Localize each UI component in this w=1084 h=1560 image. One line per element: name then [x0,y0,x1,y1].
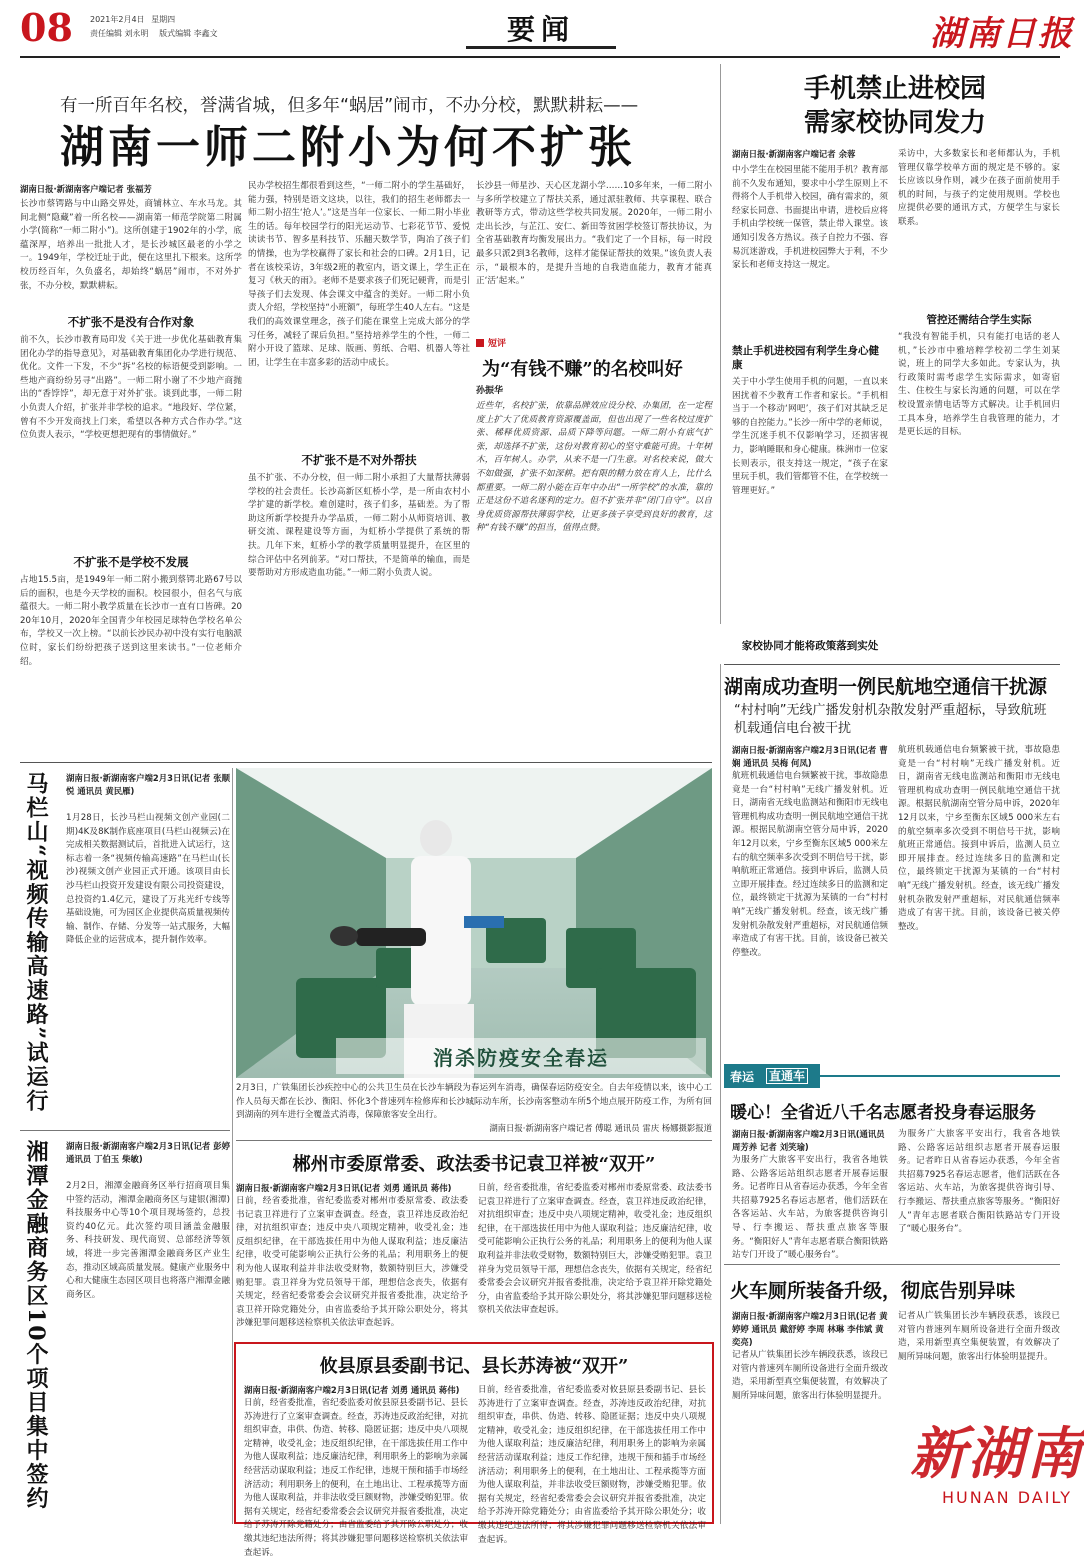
youxian-box [234,1342,714,1558]
spring-byline-1: 湖南日报·新湖南客户端2月3日讯(通讯员 周芳养 记者 刘笑瑜) [732,1129,885,1152]
chenzhou-title: 郴州市委原常委、政法委书记袁卫祥被“双开” [292,1154,656,1175]
lead-column-2-text-b: 虽不扩张、不办分校，但一师二附小承担了大量帮扶薄弱学校的社会责任。长沙高新区虹桥小学，是一所由农村小学扩建的新学校。难创建时，孩子们多，基础差。为了帮助这所新学校提升办学品质，一师二附小从师资培训、教研交流、课程建设等方面，为虹桥小学提供了系统的帮扶。几年下来，虹桥小学的教学质量明显提升，在区里的综合评估中名列前茅。“对口帮扶，不是简单的输血，而是要帮助对方形成造血功能。”一师二附小负责人说。 [248,473,470,579]
page-number: 08 [20,5,73,50]
right-feature-p4: “我没有智能手机，只有能打电话的老人机，”长沙市中雅培粹学校初二学生刘某说，班上的同学大多如此。专家认为，执行政策时需考虑学生实际需求，如寄宿生、住校生与家长沟通的问题，可以在学校设置亲情电话等方式解决。让手机回归工具本身，培养学生自我管理的能力，才是更长远的目标。 [898,332,1060,438]
lead-column-1 [20,198,242,758]
spring-title-2: 火车厕所装备升级，彻底告别异味 [730,1280,1016,1302]
spring-story-1-column-b [898,1128,1060,1248]
editor: 责任编辑 刘永明 [90,29,149,38]
divider-spring [724,1264,1060,1265]
masthead [0,0,1080,62]
chenzhou-text-continued: 日前，经省委批准，省纪委监委对郴州市委原常委、政法委书记袁卫祥进行了立案审查调查。经查，袁卫祥违反政治纪律，对抗组织审查；违反中央八项规定精神，收受礼金；违反组织纪律，在干部选拔任用中为他人谋取利益；违反廉洁纪律，收受可能影响公正执行公务的礼品；利用职务上的便利为他人谋取利益并非法收受财物，数额特别巨大，涉嫌受贿犯罪。袁卫祥身为党员领导干部，理想信念丧失，依据有关规定，经省纪委常委会会议研究并报省委批准，决定给予袁卫祥开除党籍处分，由省监委给予其开除公职处分，将其涉嫌犯罪问题移送检察机关依法审查起诉。 [478,1183,712,1316]
spring-tag2-label: 直通车 [766,1068,808,1084]
spring-story-2-column-a [732,1310,888,1520]
commentary-author: 孙振华 [476,386,504,396]
lead-subhead-2: 不扩张不是学校不发展 [73,555,189,569]
right-feature-title-line2: 需家校协同发力 [803,108,986,138]
issue-date [90,14,175,25]
left-story-mashan-title: 马栏山“视频传输高速路”试运行 [23,772,49,1114]
divider-lead-bottom [20,762,712,763]
lead-intro: 长沙市蔡锷路与中山路交界处，商铺林立、车水马龙。其间北侧“隐藏”着一所名校——湖南第一师范学院第二附属小学(简称“一师二附小”)。这所创建于1902年的小学，底蕴深厚，培养出一批批人才，是长沙城区最老的小学之一。1949年，学校迁址于此，便在这里扎下根来。这所学校历经百年，久负盛名，却始终“蜗居”闹市，不对外扩张，不办分校，默默耕耘。 [20,199,242,291]
photo-overlay-title: 消杀防疫安全春运 [433,1046,609,1070]
right-feature-title-line1: 手机禁止进校园 [803,74,986,104]
right-feature-sub2: 家校协同才能将政策落到实处 [741,640,879,652]
watermark-logo: 新湖南 [910,1421,1084,1487]
chenzhou-byline: 湖南日报·新湖南客户端2月3日讯(记者 刘勇 通讯员 蒋伟) [236,1183,452,1193]
youxian-column-a [244,1384,468,1558]
spring-text-1-continued: 为服务广大旅客平安出行，我省各地铁路、公路客运站组织志愿者开展春运服务。记者昨日从省春运办获悉，今年全省共招募7925名春运志愿者，他们活跃在各客运站、火车站，为旅客提供咨询引导、行李搬运、帮扶重点旅客等服务。“衡阳好人”青年志愿者联合衡阳铁路站专门开设了“暖心服务台”。 [898,1129,1060,1235]
lead-column-2 [248,180,470,758]
commentary-tag-label: 短评 [488,339,507,349]
divider-left-mid [20,1130,230,1131]
date: 2021年2月4日 [90,15,145,24]
youxian-title: 攸县原县委副书记、县长苏涛被“双开” [319,1356,629,1377]
left-story-xiangtan-byline: 湖南日报·新湖南客户端2月3日讯(记者 彭婷 通讯员 丁伯玉 柴敏) [66,1141,230,1164]
spring-banner-rule [820,1075,1060,1077]
left-story-xiangtan-title: 湘潭金融商务区10个项目集中签约 [23,1140,49,1511]
aviation-title: 湖南成功查明一例民航地空通信干扰源 [724,676,1048,698]
spring-text-1: 为服务广大旅客平安出行，我省各地铁路、公路客运站组织志愿者开展春运服务。记者昨日从省春运办获悉，今年全省共招募7925名春运志愿者，他们活跃在各客运站、火车站，为旅客提供咨询引导、行李搬运、帮扶重点旅客等服务。“衡阳好人”青年志愿者联合衡阳铁路站专门开设了“暖心服务台”。 [732,1155,888,1261]
photo-caption: 2月3日，广铁集团长沙疾控中心的公共卫生员在长沙车辆段为春运列车消毒，确保春运防疫安全。自去年疫情以来，该中心工作人员每天都在长沙、衡阳、怀化3个普速列车检修库和长沙城际动车所，长沙南客整动车所5个地点展开防疫工作，为所有回到湖南的列车进行全覆盖式消毒，保障旅客安全出行。 [236,1083,712,1121]
aviation-text-continued: 航班机载通信电台频繁被干扰，事故隐患竟是一台“村村响”无线广播发射机。近日，湖南省无线电监测站和衡阳市无线电管理机构成功查明一例民航地空通信干扰源。根据民航湖南空管分局申诉，2020年12月以来，宁乡至衡东区域5 000米左右的航空频率多次受到不明信号干扰，影响航班正常通信。接到申诉后，监测人员立即开展排查。经过连续多日的监测和定位，最终锁定干扰源为某镇的一台“村村响”无线广播发射机。经查，该无线广播发射机杂散发射严重超标，对民航通信频率造成了有害干扰。目前，该设备已被关停整改。 [898,745,1060,932]
divider-lower-right [720,664,721,1524]
chenzhou-text: 日前，经省委批准，省纪委监委对郴州市委原常委、政法委书记袁卫祥进行了立案审查调查。经查，袁卫祥违反政治纪律，对抗组织审查；违反中央八项规定精神，收受礼金；违反组织纪律，在干部选拔任用中为他人谋取利益；违反廉洁纪律，收受可能影响公正执行公务的礼品；利用职务上的便利为他人谋取利益并非法收受财物，数额特别巨大，涉嫌受贿犯罪。袁卫祥身为党员领导干部，理想信念丧失，依据有关规定，经省纪委常委会会议研究并报省委批准，决定给予袁卫祥开除党籍处分，由省监委给予其开除公职处分，将其涉嫌犯罪问题移送检察机关依法审查起诉。 [236,1196,468,1329]
chenzhou-column-a [236,1182,468,1332]
youxian-text-continued: 日前，经省委批准，省纪委监委对攸县原县委副书记、县长苏涛进行了立案审查调查。经查，苏涛违反政治纪律，对抗组织审查，串供、伪造、转移、隐匿证据；违反中央八项规定精神，收受礼金；违反组织纪律，在干部选拔任用工作中为他人谋取利益；违反廉洁纪律，利用职务上的影响为亲属经营活动谋取利益；违反工作纪律，违规干预和插手市场经济活动；利用职务上的便利，在土地出让、工程承揽等方面为他人谋取利益，并非法收受巨额财物，涉嫌受贿犯罪。依据有关规定，经省纪委常委会会议研究并报省委批准，决定给予苏涛开除党籍处分；由省监委给予其开除公职处分；收缴其违纪违法所得；将其涉嫌犯罪问题移送检察机关依法审查起诉。 [478,1385,706,1545]
spring-travel-banner [724,1064,1060,1088]
watermark-logo-en: HUNAN DAILY [942,1488,1072,1507]
commentary-tag-marker [476,339,484,347]
divider-photo-bottom [236,1140,712,1141]
commentary-title: 为“有钱不赚”的名校叫好 [482,359,683,380]
divider-right-aviation [724,664,1060,665]
right-feature-sub1: 禁止手机进校园有利学生身心健康 [732,345,879,371]
right-feature-p1: 中小学生在校园里能不能用手机？教育部前不久发布通知，要求中小学生原则上不得将个人手机带入校园，确有需求的，须经家长同意、书面提出申请，进校后应将手机由学校统一保管，禁止带入课堂。该通知引发各方热议。孩子自控力不强、容易沉迷游戏，手机进校园弊大于利，不少家长和老师支持这一规定。 [732,165,888,271]
aviation-column-a [732,744,888,1056]
left-story-xiangtan [20,1136,230,1522]
left-story-mashan-byline: 湖南日报·新湖南客户端2月3日讯(记者 张顺悦 通讯员 黄民雁) [66,773,230,796]
left-story-mashan [20,768,230,1126]
lead-column-2-text: 民办学校招生都很看到这些，“一师二附小的学生基础好，能力强，特别是语文这块，以往，我们的招生老师都去一师二附小招生‘抢人’。”这是当年一位家长、一师二附小毕业生的话。每年校园学行的阳光运动节、七彩花节节、爱悦读读书节、智多星科技节、乐翻天数学节，陶冶了孩子们的情操，也为学校赢得了家长和社会的口碑。2月1日，记者在该校采访，3年级2班的教室内，语文课上，学生正在复习《秋天的雨》。老师不是要求孩子们死记硬背，而是引导孩子们去发现、体会课文中蕴含的美好。一师二附小负责人介绍，学校坚持“小班额”，每班学生40人左右。“这是我们的高效课堂理念，孩子们能在课堂上完成大部分的学习任务，减轻了课后负担。”坚持培养学生的个性，一师二附小开设了篮球、足球、版画、剪纸、合唱、机器人等社团，让学生在丰富多彩的活动中成长。 [248,181,470,368]
right-feature-byline: 湖南日报·新湖南客户端记者 余蓉 [732,149,856,159]
right-feature-column-b [898,148,1060,634]
commentary-text: 近些年，名校扩张，依靠品牌效应设分校、办集团，在一定程度上扩大了优质教育资源覆盖面，但也出现了一些名校过度扩张、稀释优质资源、品质下降等问题。一师二附小有底气扩张，却选择不扩张，这份对教育初心的坚守难能可贵。十年树木，百年树人。办学，从来不是一门生意。对名校来说，做大不如做强，扩张不如深耕。把有限的精力放在育人上，比什么都重要。一师二附小能在百年中办出“一所学校”的水准，靠的正是这份不追名逐利的定力。但不扩张并非“闭门自守”。以自身优质资源帮扶薄弱学校，让更多孩子享受到良好的教育，这种“有钱不赚”的担当，值得点赞。 [476,401,712,534]
lead-paragraph-2: 占地15.5亩，是1949年一师二附小搬到蔡锷北路67号以后的面积，也是今天学校的面积。校园很小，但名气与底蕴很大。一师二附小教学质量在长沙市一直有口皆碑。2020年10月，2020年全国青少年校园足球特色学校名单公布，学校又一次上榜。“以前长沙民办初中没有实行电脑派位时，家长们纷纷把孩子送到这里来读书。”一位老师介绍。 [20,575,242,667]
right-feature-p2: 关于中小学生使用手机的问题，一直以来困扰着不少教育工作者和家长。“手机相当于一个移动‘网吧’，孩子们对其缺乏足够的自控能力。”长沙一所中学的老师说，学生沉迷手机不仅影响学习，还损害视力，影响睡眠和身心健康。株洲市一位家长则表示，很支持这一规定，“孩子在家里玩手机，我们管都管不住，在学校统一管理更好。” [732,377,888,496]
commentary-tag [476,336,712,349]
spring-tag-label: 春运 [730,1070,755,1084]
spring-story-1-column-a [732,1128,888,1261]
weekday: 星期四 [151,15,176,24]
aviation-column-b [898,744,1060,1056]
masthead-rule [20,56,1060,58]
lead-column-3 [476,180,712,758]
divider-left-stories [232,768,233,1524]
designer: 版式编辑 李鑫文 [159,29,218,38]
spring-title-1: 暖心！全省近八千名志愿者投身春运服务 [730,1103,1036,1123]
lead-paragraph-1: 前不久，长沙市教育局印发《关于进一步优化基础教育集团化办学的指导意见》，对基础教育集团化办学进行规范、优化。文件一下发，不少“拆”名校的标语便受到影响。一些地产商纷纷另寻“出路”。一师二附小谢了不少地产商抛出的“香饽饽”，却无意于对外扩张。谈到此事，一师二附小负责人介绍，扩张并非学校的追求。“地段好、学位紧，曾有不少开发商找上门来，希望以各种方式合作办学。”这位负责人表示，“学校更想把现有的事情做好。” [20,335,242,441]
youxian-text: 日前，经省委批准，省纪委监委对攸县原县委副书记、县长苏涛进行了立案审查调查。经查，苏涛违反政治纪律，对抗组织审查，串供、伪造、转移、隐匿证据；违反中央八项规定精神，收受礼金；违反组织纪律，在干部选拔任用工作中为他人谋取利益；违反廉洁纪律，利用职务上的影响为亲属经营活动谋取利益；违反工作纪律，违规干预和插手市场经济活动；利用职务上的便利，在土地出让、工程承揽等方面为他人谋取利益，并非法收受巨额财物，涉嫌受贿犯罪。依据有关规定，经省纪委常委会会议研究并报省委批准，决定给予苏涛开除党籍处分；由省监委给予其开除公职处分；收缴其违纪违法所得；将其涉嫌犯罪问题移送检察机关依法审查起诉。 [244,1398,468,1558]
commentary-box [476,336,712,750]
train-carriage-photo [236,768,712,1078]
spring-story-2-column-b [898,1310,1060,1402]
aviation-byline: 湖南日报·新湖南客户端2月3日讯(记者 曹娴 通讯员 吴梅 何凤) [732,745,888,768]
lead-title: 湖南一师二附小为何不扩张 [60,122,636,173]
spring-byline-2: 湖南日报·新湖南客户端2月3日讯(记者 黄婷婷 通讯员 戴舒婷 李周 林琳 李伟斌 黄奕亮) [732,1311,888,1347]
left-story-mashan-text: 1月28日，长沙马栏山视频文创产业园(二期)4K及8K制作底座项目(马栏山视频云)在完成相关数据测试后，首批进入试运行，这标志着一条“视频传输高速路”在马栏山(长沙)视频文创产业园正式开通。该项目由长沙马栏山投资开发建设有限公司投资建设，总投资约1.4亿元，建设了万兆光纤专线等基础设施，可为园区企业提供高质量视频传输、制作、存储、分发等一站式服务，大幅降低企业的运营成本，提升制作效率。 [66,813,230,946]
divider-right-column [720,64,721,624]
right-feature-title [730,72,1060,140]
left-story-xiangtan-text: 2月2日，湘潭金融商务区举行招商项目集中签约活动，湘潭金融商务区与建银(湘潭)科技服务中心等10个项目现场签约，总投资约40亿元。此次签约项目涵盖金融服务、科技研发、现代商贸、总部经济等领域，将进一步完善湘潭金融商务区产业生态，推动区域高质量发展。健康产业服务中心和大健康生态园区项目也将落户湘潭金融商务区。 [66,1181,230,1300]
spring-text-2-continued: 记者从广铁集团长沙车辆段获悉，该段已对管内普速列车厕所设备进行全面升级改造，采用新型真空集便装置，有效解决了厕所异味问题，旅客出行体验明显提升。 [898,1311,1060,1362]
section-label-box [466,4,616,54]
chenzhou-column-b [478,1182,712,1332]
right-feature-column-a [732,164,888,634]
lead-subhead-1: 不扩张不是没有合作对象 [67,315,195,329]
aviation-text: 航班机载通信电台频繁被干扰，事故隐患竟是一台“村村响”无线广播发射机。近日，湖南省无线电监测站和衡阳市无线电管理机构成功查明一例民航地空通信干扰源。根据民航湖南空管分局申诉，2020年12月以来，宁乡至衡东区域5 000米左右的航空频率多次受到不明信号干扰，影响航班正常通信。接到申诉后，监测人员立即开展排查。经过连续多日的监测和定位，最终锁定干扰源为某镇的一台“村村响”无线广播发射机。经查，该无线广播发射机杂散发射严重超标，对民航通信频率造成了有害干扰。目前，该设备已被关停整改。 [732,771,888,958]
photo-credit: 湖南日报·新湖南客户端记者 傅聪 通讯员 雷庆 杨娜摄影报道 [489,1123,712,1133]
lead-byline: 湖南日报·新湖南客户端记者 张福芳 [20,184,152,194]
youxian-byline: 湖南日报·新湖南客户端2月3日讯(记者 刘勇 通讯员 蒋伟) [244,1385,460,1395]
editor-credits [90,28,218,39]
lead-kicker: 有一所百年名校，誉满省城，但多年“蜗居”闹市，不办分校，默默耕耘—— [60,96,639,116]
lead-column-3-text: 长沙县一师星沙、天心区龙湖小学……10多年来，一师二附小与多所学校建立了帮扶关系，通过派驻教师、共享课程、联合教研等方式，带动这些学校共同发展。2020年，一师二附小走出长沙，与芷江、安仁、新田等贫困学校签订帮扶协议，为全省基础教育均衡发展出力。“我们定了一个目标，每一时段最多只派2到3名教师，这样才能保证帮扶的效果。”该负责人表示，“最根本的，是提升当地的自我造血能力，教育才能真正‘活’起来。” [476,181,712,287]
photo-disinfection [236,768,712,1078]
right-feature-sub3: 管控还需结合学生实际 [926,314,1032,326]
lead-subhead-3: 不扩张不是不对外帮扶 [301,453,417,467]
section-name: 要闻 [506,13,575,46]
aviation-subtitle: “村村响”无线广播发射机杂散发射严重超标，导致航班机载通信电台被干扰 [734,703,1047,736]
spring-text-2: 记者从广铁集团长沙车辆段获悉，该段已对管内普速列车厕所设备进行全面升级改造，采用新型真空集便装置，有效解决了厕所异味问题，旅客出行体验明显提升。 [732,1350,888,1401]
right-feature-p3: 采访中，大多数家长和老师都认为，手机管理仅靠学校单方面的规定是不够的。家长应该以身作则，减少在孩子面前使用手机的时间，与孩子约定使用规则。学校也应提供必要的通讯方式，方便学生与家长联系。 [898,149,1060,227]
youxian-column-b [478,1384,706,1545]
paper-logo: 湖南日报 [930,14,1074,54]
